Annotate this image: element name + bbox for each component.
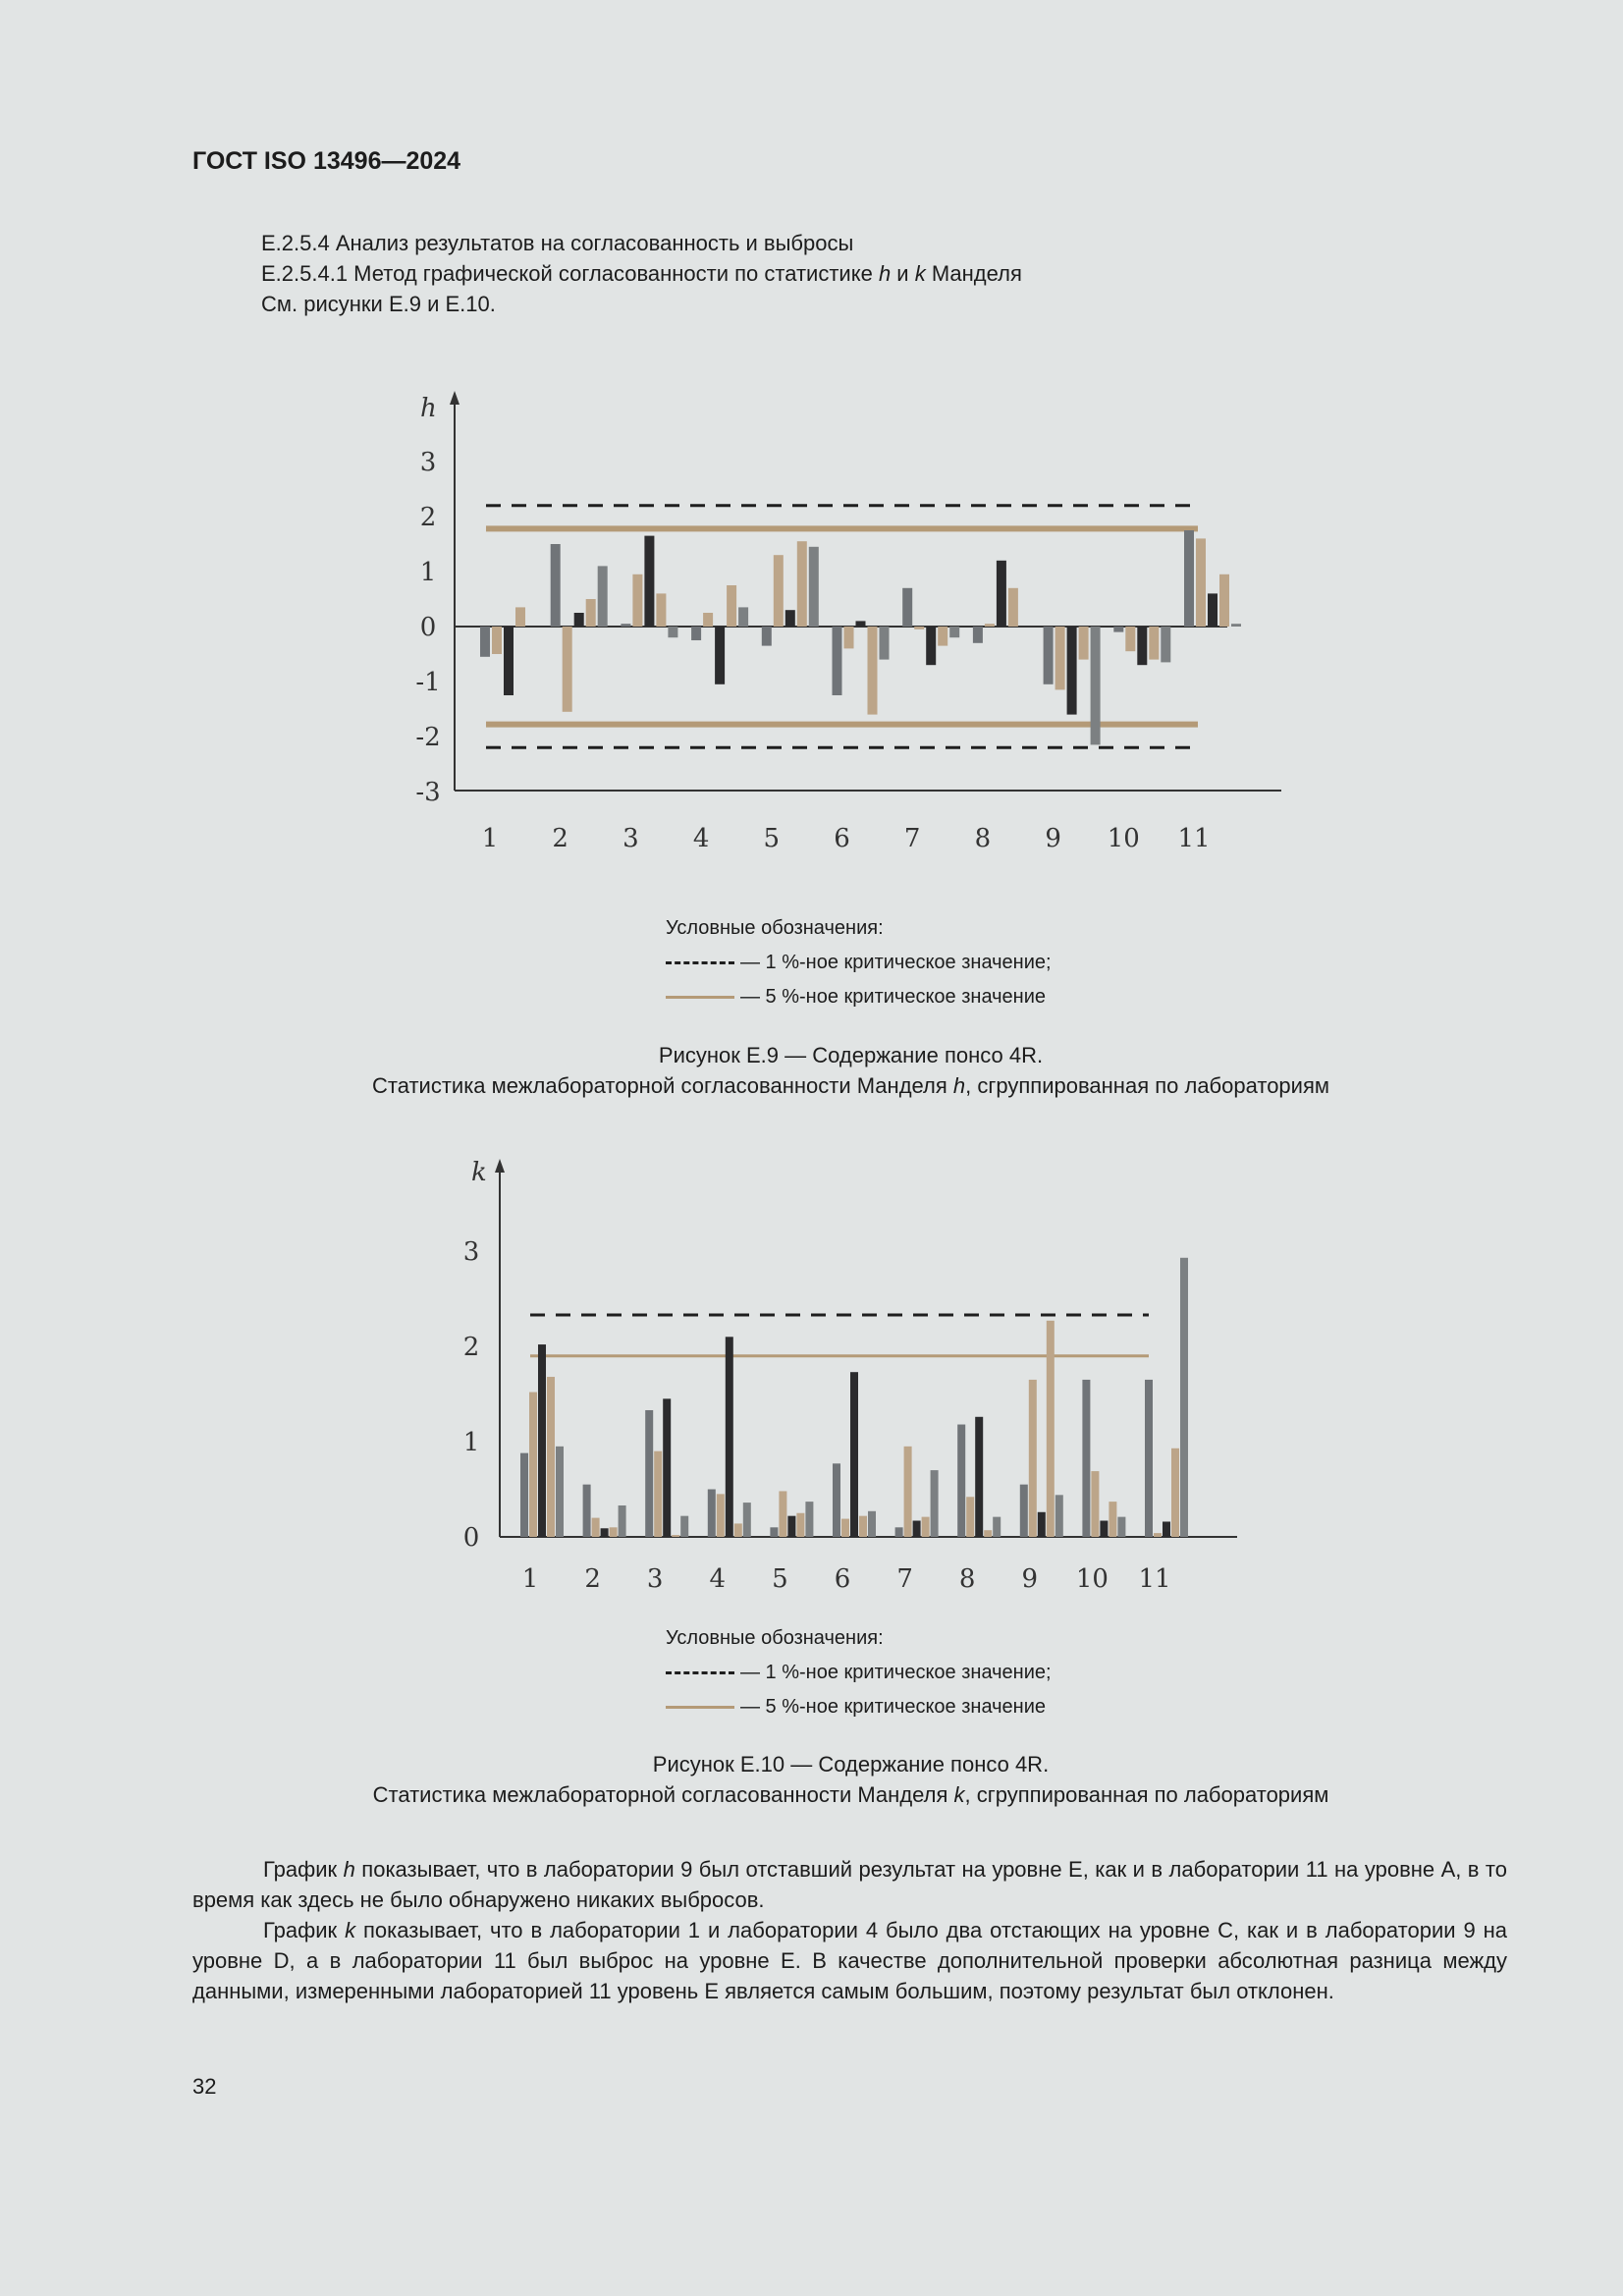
- data-bar: [1145, 1380, 1153, 1537]
- data-bar: [547, 1377, 555, 1537]
- data-bar: [975, 1417, 983, 1537]
- data-bar: [632, 574, 642, 627]
- data-bar: [856, 621, 866, 627]
- data-bar: [957, 1425, 965, 1537]
- figure-e9-subtitle: [0, 1070, 1623, 1101]
- data-bar: [833, 1463, 840, 1537]
- data-bar: [1082, 1380, 1090, 1537]
- data-bar: [574, 613, 584, 627]
- data-bar: [868, 627, 878, 715]
- legend-item-1pct-label: — 1 %-ное критическое значение;: [740, 1662, 1052, 1683]
- paragraph-k-var: k: [345, 1918, 356, 1942]
- data-bar: [1219, 574, 1229, 627]
- data-bar: [770, 1527, 778, 1537]
- mandel-h-chart: [0, 373, 1623, 884]
- data-bar: [1208, 593, 1217, 627]
- x-tick-label: 11: [1177, 824, 1211, 853]
- data-bar: [797, 541, 807, 627]
- figure-e10-caption: [0, 1749, 1623, 1810]
- paragraph-k: [192, 1915, 1507, 2006]
- data-bar: [762, 627, 772, 646]
- data-bar: [1137, 627, 1147, 665]
- legend-item-5pct-label: — 5 %-ное критическое значение: [740, 1696, 1047, 1718]
- document-header: ГОСТ ISO 13496—2024: [192, 147, 461, 175]
- x-tick-label: 6: [834, 1564, 851, 1594]
- y-tick-label: -1: [415, 668, 441, 697]
- data-bar: [913, 1521, 921, 1537]
- data-bar: [621, 624, 630, 627]
- legend-item-5pct: [666, 980, 1052, 1014]
- data-bar: [680, 1516, 688, 1537]
- data-bar: [656, 593, 666, 627]
- y-tick-label: 1: [419, 558, 437, 587]
- var-h: h: [878, 261, 892, 286]
- data-bar: [583, 1485, 591, 1537]
- data-bar: [734, 1523, 742, 1537]
- data-bar: [520, 1453, 528, 1537]
- data-bar: [717, 1494, 725, 1537]
- data-bar: [949, 627, 959, 637]
- data-bar: [1161, 627, 1170, 662]
- subsection-text-mid: и: [891, 261, 915, 286]
- data-bar: [1180, 1258, 1188, 1537]
- data-bar: [833, 627, 842, 695]
- data-bar: [904, 1447, 912, 1537]
- y-tick-label: 2: [419, 503, 437, 532]
- y-axis-variable-label: h: [420, 394, 437, 423]
- figure-e10-subtitle-pre: Статистика межлабораторной согласованности Манделя: [372, 1782, 954, 1807]
- y-tick-label: 2: [462, 1333, 480, 1362]
- y-axis-arrow-icon: [495, 1159, 505, 1173]
- paragraph-k-b: показывает, что в лаборатории 1 и лаборатории 4 было два отстающих на уровне C, как и в лаборатории 9 на уровне D, а в лаборатории 11 был выброс на уровне E. В качестве дополнительной проверки абсолютная разница между данными, измеренными лабораторией 11 уровень E является самым большим, поэтому результат был отклонен.: [192, 1918, 1507, 2003]
- data-bar: [1091, 627, 1101, 744]
- data-bar: [1079, 627, 1089, 660]
- solid-line-symbol: [666, 996, 734, 999]
- data-bar: [774, 555, 784, 627]
- x-tick-label: 4: [709, 1564, 727, 1594]
- mandel-k-chart: [0, 1139, 1623, 1601]
- dashed-line-symbol: [666, 1671, 734, 1674]
- data-bar: [668, 627, 677, 637]
- data-bar: [644, 536, 654, 627]
- data-bar: [708, 1490, 716, 1538]
- x-tick-label: 9: [1021, 1564, 1039, 1594]
- x-tick-label: 2: [552, 824, 568, 853]
- figure-reference: См. рисунки E.9 и E.10.: [261, 292, 496, 316]
- data-bar: [973, 627, 983, 643]
- data-bar: [610, 1527, 618, 1537]
- data-bar: [997, 561, 1006, 627]
- x-tick-label: 3: [622, 824, 639, 853]
- data-bar: [645, 1410, 653, 1537]
- data-bar: [529, 1393, 537, 1537]
- x-tick-label: 3: [646, 1564, 664, 1594]
- data-bar: [504, 627, 514, 695]
- x-tick-label: 6: [834, 824, 850, 853]
- data-bar: [1044, 627, 1054, 684]
- legend-item-1pct: [666, 946, 1052, 980]
- legend-title: Условные обозначения:: [666, 1627, 884, 1649]
- data-bar: [1196, 538, 1206, 627]
- figure-e10-subtitle-post: , сгруппированная по лабораториям: [964, 1782, 1329, 1807]
- data-bar: [1055, 627, 1065, 689]
- data-bar: [515, 607, 525, 627]
- data-bar: [1038, 1512, 1046, 1537]
- data-bar: [1008, 588, 1018, 627]
- data-bar: [598, 566, 608, 627]
- y-axis-arrow-icon: [450, 391, 460, 405]
- legend-title: Условные обозначения:: [666, 917, 884, 939]
- legend-k: [666, 1621, 1052, 1724]
- data-bar: [985, 624, 995, 627]
- data-bar: [492, 627, 502, 654]
- data-bar: [914, 627, 924, 629]
- figure-e9-caption: [0, 1040, 1623, 1101]
- y-tick-label: 1: [462, 1428, 480, 1457]
- data-bar: [1091, 1471, 1099, 1537]
- x-tick-label: 10: [1107, 824, 1140, 853]
- data-bar: [984, 1530, 992, 1537]
- figure-e10-subtitle-var: k: [953, 1782, 965, 1807]
- data-bar: [726, 1337, 733, 1537]
- x-tick-label: 1: [481, 824, 499, 853]
- section-heading: E.2.5.4 Анализ результатов на согласованность и выбросы: [261, 231, 854, 255]
- x-tick-label: 9: [1045, 824, 1061, 853]
- data-bar: [902, 588, 912, 627]
- legend-item-5pct-label: — 5 %-ное критическое значение: [740, 986, 1047, 1008]
- data-bar: [805, 1502, 813, 1537]
- data-bar: [1113, 627, 1123, 632]
- body-text: [192, 1854, 1507, 2006]
- paragraph-h-b: показывает, что в лаборатории 9 был отставший результат на уровне E, как и в лаборатории 11 на уровне A, в то время как здесь не было обнаружено никаких выбросов.: [192, 1857, 1507, 1912]
- y-tick-label: 0: [419, 613, 437, 642]
- data-bar: [859, 1516, 867, 1537]
- data-bar: [1020, 1485, 1028, 1537]
- subsection-text-post: Манделя: [925, 261, 1022, 286]
- data-bar: [551, 544, 561, 627]
- x-tick-label: 5: [772, 1564, 788, 1594]
- data-bar: [809, 547, 819, 627]
- solid-line-symbol: [666, 1706, 734, 1709]
- data-bar: [1154, 1533, 1162, 1537]
- data-bar: [785, 610, 795, 627]
- data-bar: [703, 613, 713, 627]
- data-bar: [586, 599, 596, 627]
- data-bar: [715, 627, 725, 684]
- y-tick-label: -2: [415, 723, 441, 752]
- data-bar: [922, 1517, 930, 1537]
- data-bar: [663, 1398, 671, 1537]
- data-bar: [993, 1517, 1001, 1537]
- data-bar: [691, 627, 701, 640]
- data-bar: [1055, 1495, 1063, 1537]
- data-bar: [868, 1511, 876, 1537]
- data-bar: [654, 1451, 662, 1537]
- figure-e9-subtitle-var: h: [952, 1073, 966, 1098]
- dashed-line-symbol: [666, 961, 734, 964]
- data-bar: [931, 1470, 939, 1537]
- paragraph-h-a: График: [263, 1857, 344, 1882]
- data-bar: [787, 1516, 795, 1537]
- x-tick-label: 7: [903, 824, 921, 853]
- intro-section: [261, 228, 1022, 319]
- paragraph-k-a: График: [263, 1918, 346, 1942]
- data-bar: [1067, 627, 1077, 715]
- data-bar: [743, 1503, 751, 1537]
- x-tick-label: 5: [763, 824, 781, 853]
- figure-e9-title: Рисунок E.9 — Содержание понсо 4R.: [658, 1043, 1044, 1067]
- data-bar: [1047, 1321, 1055, 1537]
- data-bar: [966, 1497, 974, 1537]
- x-tick-label: 7: [896, 1564, 913, 1594]
- data-bar: [779, 1491, 786, 1537]
- data-bar: [1125, 627, 1135, 651]
- data-bar: [556, 1447, 564, 1537]
- data-bar: [1163, 1521, 1170, 1537]
- data-bar: [1029, 1380, 1037, 1537]
- data-bar: [938, 627, 947, 646]
- legend-item-1pct-label: — 1 %-ное критическое значение;: [740, 952, 1052, 973]
- x-tick-label: 8: [958, 1564, 976, 1594]
- figure-e9-subtitle-pre: Статистика межлабораторной согласованности Манделя: [372, 1073, 953, 1098]
- figure-e9-subtitle-post: , сгруппированная по лабораториям: [965, 1073, 1329, 1098]
- data-bar: [538, 1344, 546, 1537]
- x-tick-label: 1: [521, 1564, 539, 1594]
- data-bar: [844, 627, 854, 648]
- data-bar: [480, 627, 490, 657]
- x-tick-label: 4: [692, 824, 710, 853]
- x-tick-label: 11: [1138, 1564, 1171, 1594]
- data-bar: [1100, 1521, 1108, 1537]
- subsection-text-pre: E.2.5.4.1 Метод графической согласованности по статистике: [261, 261, 879, 286]
- page-number: 32: [192, 2074, 217, 2099]
- data-bar: [1149, 627, 1159, 660]
- x-tick-label: 2: [584, 1564, 601, 1594]
- data-bar: [601, 1528, 609, 1537]
- data-bar: [1231, 624, 1241, 627]
- data-bar: [796, 1513, 804, 1537]
- data-bar: [850, 1372, 858, 1537]
- x-tick-label: 8: [974, 824, 992, 853]
- data-bar: [727, 585, 736, 627]
- y-tick-label: -3: [415, 778, 441, 807]
- paragraph-h: [192, 1854, 1507, 1915]
- legend-item-5pct: [666, 1690, 1052, 1724]
- data-bar: [880, 627, 890, 660]
- legend-h: [666, 911, 1052, 1014]
- subsection-heading: [261, 258, 1022, 289]
- data-bar: [563, 627, 572, 712]
- data-bar: [1109, 1502, 1116, 1537]
- var-k: k: [914, 261, 926, 286]
- data-bar: [1184, 530, 1194, 627]
- data-bar: [738, 607, 748, 627]
- data-bar: [1117, 1517, 1125, 1537]
- data-bar: [895, 1527, 903, 1537]
- y-tick-label: 3: [419, 448, 437, 477]
- data-bar: [672, 1535, 679, 1537]
- data-bar: [926, 627, 936, 665]
- data-bar: [841, 1519, 849, 1537]
- figure-e10-title: Рисунок E.10 — Содержание понсо 4R.: [652, 1752, 1050, 1777]
- x-tick-label: 10: [1075, 1564, 1109, 1594]
- paragraph-h-var: h: [343, 1857, 355, 1882]
- y-tick-label: 0: [462, 1523, 480, 1553]
- legend-item-1pct: [666, 1656, 1052, 1690]
- y-axis-variable-label: k: [471, 1158, 487, 1187]
- data-bar: [1171, 1449, 1179, 1537]
- data-bar: [619, 1505, 626, 1537]
- data-bar: [592, 1518, 600, 1537]
- y-tick-label: 3: [462, 1237, 480, 1267]
- figure-e10-subtitle: [0, 1779, 1623, 1810]
